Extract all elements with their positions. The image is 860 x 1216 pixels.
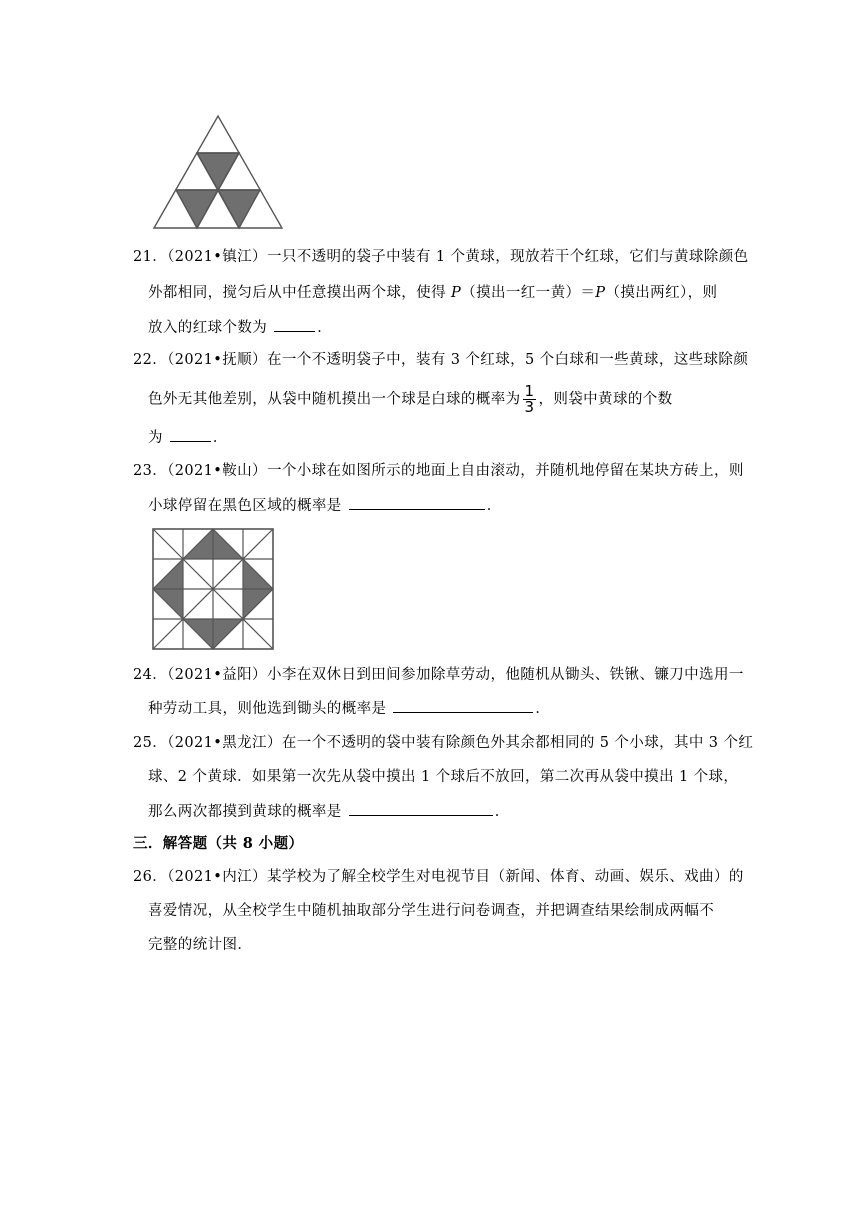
q23-line2: 小球停留在黑色区域的概率是 ． [148,495,502,516]
q26-line1: 26．（2021•内江）某学校为了解全校学生对电视节目（新闻、体育、动画、娱乐、戏曲）的 [133,869,744,885]
q25-line1: 25．（2021•黑龙江）在一个不透明的袋中装有除颜色外其余都相同的 5 个小球，其中 3 个红 [133,735,754,751]
q21-line3: 放入的红球个数为 ． [148,317,332,338]
fraction: $\frac{1}{3}$ [524,382,535,416]
shaded-triangle-right [218,190,260,228]
section-heading: 三．解答题（共 8 小题） [133,835,304,852]
q21-line1: 21．（2021•镇江）一只不透明的袋子中装有 1 个黄球，现放若干个红球，它们与黄球除颜色 [133,249,749,265]
q26-line3: 完整的统计图． [148,937,253,953]
q26-line2: 喜爱情况，从全校学生中随机抽取部分学生进行问卷调查，并把调查结果绘制成两幅不 [148,903,715,919]
answer-blank[interactable] [393,698,533,713]
q23-line1: 23．（2021•鞍山）一个小球在如图所示的地面上自由滚动，并随机地停留在某块方砖上，则 [133,463,744,479]
answer-blank[interactable] [349,801,493,816]
q22-line2: 色外无其他差别，从袋中随机摸出一个球是白球的概率为 $\frac{1}{3}$ ，则袋中黄球的个数 [148,382,673,416]
answer-blank[interactable] [170,427,211,442]
shaded-triangle-top [197,153,239,190]
triangle-figure [150,112,290,232]
q25-line3: 那么两次都摸到黄球的概率是 ． [148,801,510,822]
shaded-triangle-left [176,190,218,228]
q24-line2: 种劳动工具，则他选到锄头的概率是 ． [148,698,550,719]
q22-line3: 为 ． [148,427,228,448]
answer-blank[interactable] [349,495,485,510]
q25-line2: 球、2 个黄球．如果第一次先从袋中摸出 1 个球后不放回，第二次再从袋中摸出 1 个球， [148,769,739,785]
answer-blank[interactable] [274,317,315,332]
q24-line1: 24．（2021•益阳）小李在双休日到田间参加除草劳动，他随机从锄头、铁锹、镰刀中选用一 [133,667,744,683]
tile-floor-figure [152,528,274,650]
q21-line2: 外都相同，搅匀后从中任意摸出两个球，使得 P（摸出一红一黄）＝P（摸出两红），则 [148,285,718,301]
q22-line1: 22．（2021•抚顺）在一个不透明袋子中，装有 3 个红球，5 个白球和一些黄球，这些球除颜 [133,352,749,368]
